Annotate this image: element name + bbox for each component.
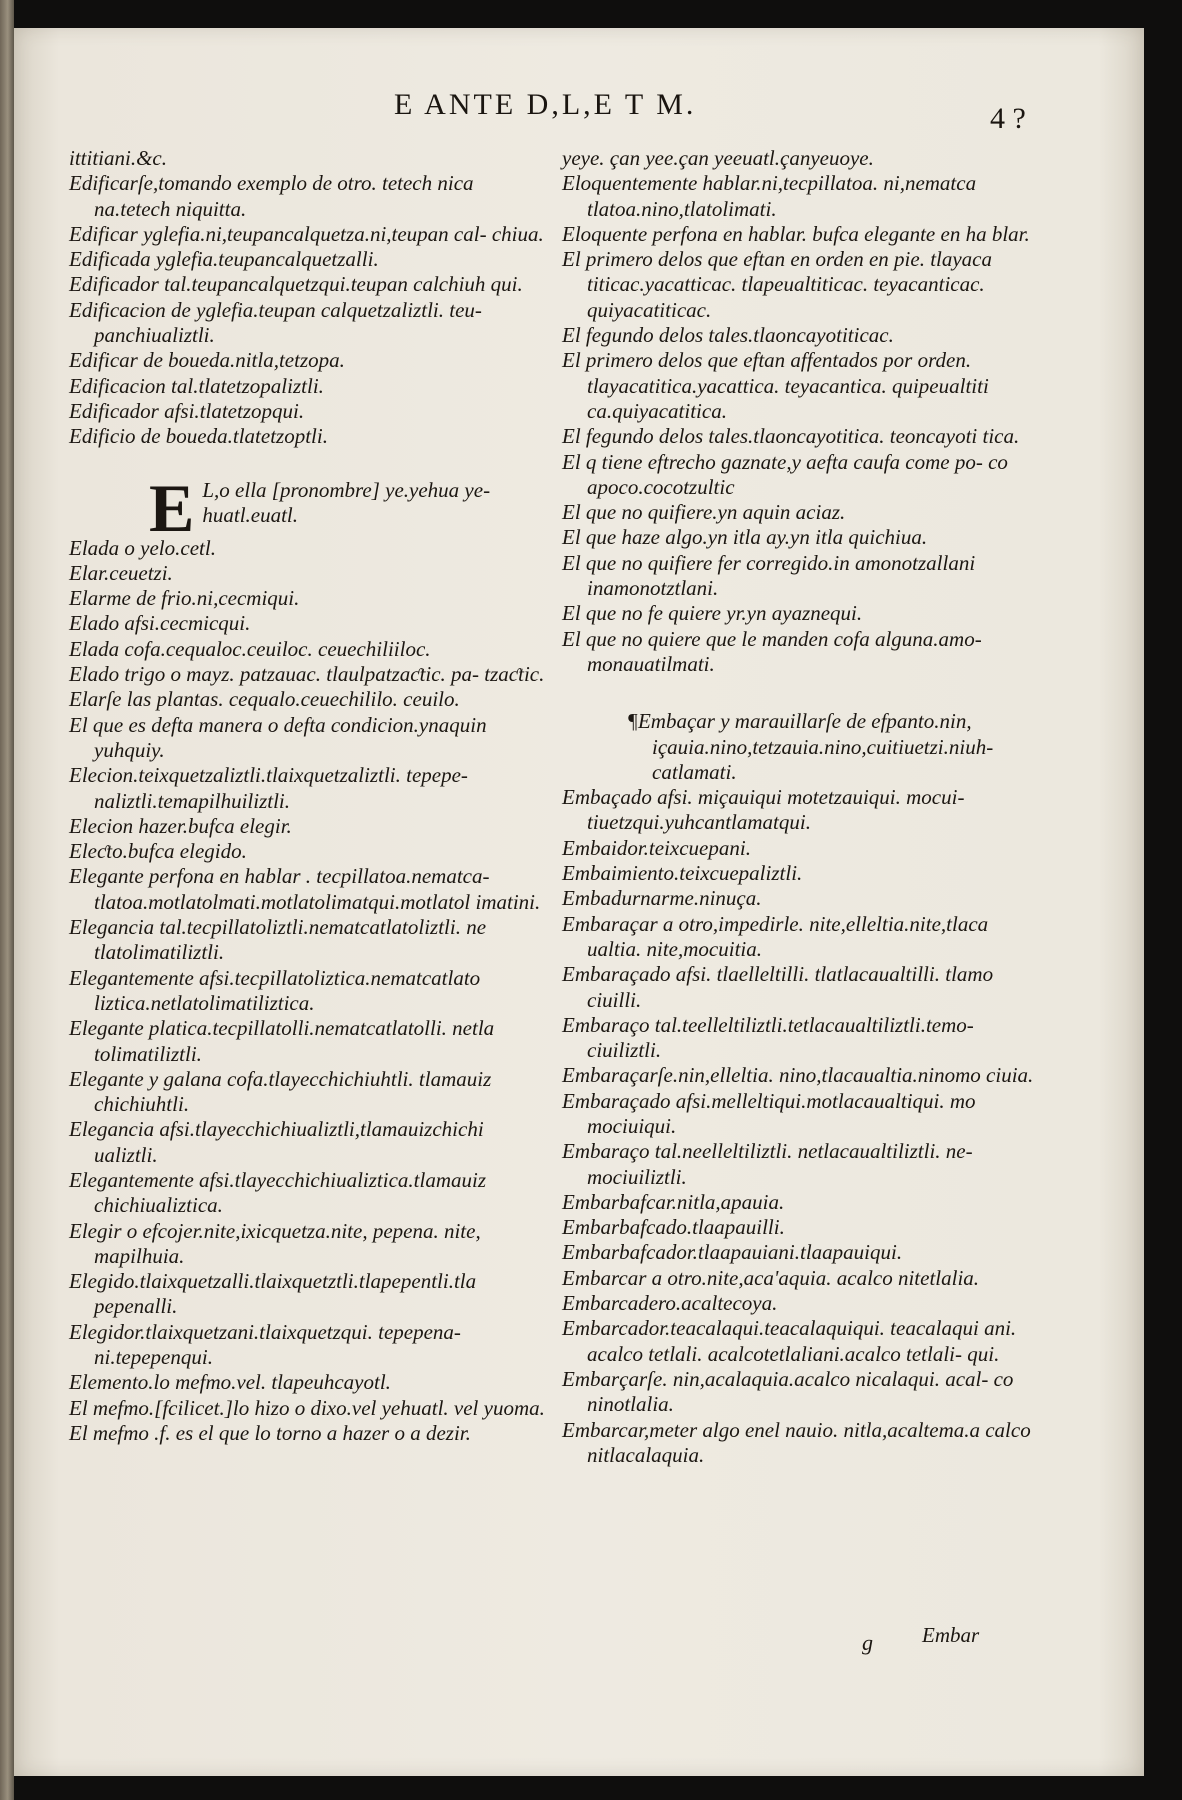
entry: Elegantemente afsi.tecpillatoliztica.nematcatlato liztica.netlatolimatiliztica. <box>69 965 481 1015</box>
entry: Elegante y galana cofa.tlayecchichiuhtli. tlamauiz chichiuhtli. <box>69 1066 492 1117</box>
entry: Elarſe las plantas. cequalo.ceuechililo. ceuilo. <box>69 687 460 712</box>
entry: Elegante perfona en hablar . tecpillatoa.nematca- tlatoa.motlatolmati.motlatolimatqui.motlatol imatini. <box>69 864 541 914</box>
entry: Edificacion de yglefia.teupan calquetzaliztli. teu- panchiualiztli. <box>69 297 482 348</box>
entry: Elegidor.tlaixquetzani.tlaixquetzqui. tepepena- ni.tepepenqui. <box>69 1319 461 1370</box>
entry: Elarme de frio.ni,cecmiqui. <box>69 586 300 611</box>
entry: Embaraçarſe.nin,elleltia. nino,tlacaualtia.ninomo ciuia. <box>562 1063 1034 1088</box>
entry: Embaraço tal.neelleltiliztli. netlacaualtiliztli. ne- mociuiliztli. <box>562 1139 973 1189</box>
entry: Edificador tal.teupancalquetzqui.teupan calchiuh qui. <box>69 272 523 297</box>
entry: Elar.ceuetzi. <box>69 560 173 585</box>
entry: Embarcar,meter algo enel nauio. nitla,acaltema.a calco nitlacalaquia. <box>562 1417 1031 1467</box>
entry: El que no quiere que le manden cofa alguna.amo- monauatilmati. <box>562 626 982 676</box>
entry: Embarcar a otro.nite,aca'aquia. acalco nitetlalia. <box>562 1265 980 1290</box>
entry: Embarcador.teacalaqui.teacalaquiqui. teacalaqui ani. acalco tetlali. acalcotetlaliani.acalco tetlali- qui. <box>562 1316 1017 1366</box>
entry: ittitiani.&c. <box>69 146 167 170</box>
entry: Embarbafcador.tlaapauiani.tlaapauiqui. <box>562 1240 903 1265</box>
entry: Elecion.teixquetzaliztli.tlaixquetzaliztli. tepepe- naliztli.temapilhuiliztli. <box>69 763 468 813</box>
entry: El que no quifiere.yn aquin aciaz. <box>562 500 846 525</box>
entry: Elegancia afsi.tlayecchichiualiztli,tlamauizchichi ualiztli. <box>69 1117 484 1167</box>
entry: Elecion hazer.bufca elegir. <box>69 813 292 838</box>
entry: El fegundo delos tales.tlaoncayotiticac. <box>562 323 894 348</box>
entry: Elegantemente afsi.tlayecchichiualiztica.tlamauiz chichiualiztica. <box>69 1167 486 1218</box>
entry: yeye. çan yee.çan yeeuatl.çanyeuoye. <box>562 146 874 170</box>
entry: Elada cofa.cequaloc.ceuiloc. ceuechiliiloc. <box>69 636 431 661</box>
entry: Edificarſe,tomando exemplo de otro. tetech nica na.tetech niquitta. <box>69 171 474 221</box>
entry: Edificador afsi.tlatetzopqui. <box>69 398 305 423</box>
entry: Embarbafcar.nitla,apauia. <box>562 1189 785 1214</box>
entry: Eleƈto.bufca elegido. <box>69 839 247 864</box>
signature-mark: g <box>862 1630 873 1655</box>
entry: Embaidor.teixcuepani. <box>562 835 751 860</box>
entry: Embaçado afsi. miçauiqui motetzauiqui. mocui- tiuetzqui.yuhcantlamatqui. <box>562 785 965 835</box>
entry: Elado afsi.cecmicqui. <box>69 611 251 636</box>
entry: El fegundo delos tales.tlaoncayotitica. teoncayoti tica. <box>562 424 1020 449</box>
entry: El q tiene eftrecho gaznate,y aefta caufa come po- co apoco.cocotzultic <box>562 449 1008 499</box>
left-column <box>69 146 549 1446</box>
entry: Edificada yglefia.teupancalquetzalli. <box>69 247 379 272</box>
entry: El que es defta manera o defta condicion.ynaquin yuhquiy. <box>69 712 487 762</box>
entry: Embadurnarme.ninuça. <box>562 886 762 911</box>
entry: El que no fe quiere yr.yn ayaznequi. <box>562 601 863 626</box>
entry: Eloquentemente hablar.ni,tecpillatoa. ni,nematca tlatoa.nino,tlatolimati. <box>562 171 977 221</box>
section-initial <box>69 469 549 546</box>
initial-entry-text: L,o ella [pronombre] ye.yehua ye- huatl.euatl. <box>202 477 491 527</box>
entry: Embaraçado afsi.melleltiqui.motlacaualtiqui. mo mociuiqui. <box>562 1088 976 1138</box>
drop-cap-letter: E <box>149 469 195 546</box>
entry: Embarçarſe. nin,acalaquia.acalco nicalaqui. acal- co ninotlalia. <box>562 1366 1014 1417</box>
catchword: Embar <box>922 1623 980 1647</box>
entry: El mefmo.[fcilicet.]lo hizo o dixo.vel yehuatl. vel yuoma. <box>69 1395 545 1420</box>
entry: Elado trigo o mayz. patzauac. tlaulpatzaƈtic. pa- tzaƈtic. <box>69 662 545 687</box>
entry: Embaraçado afsi. tlaelleltilli. tlatlacaualtilli. tlamo ciuilli. <box>562 962 994 1012</box>
entry: Edificio de boueda.tlatetzoptli. <box>69 424 328 449</box>
entry: Embarbafcado.tlaapauilli. <box>562 1215 785 1240</box>
entry: Elada o yelo.cetl. <box>69 535 216 560</box>
entry: El que no quifiere fer corregido.in amonotzallani inamonotztlani. <box>562 550 976 601</box>
entry: Eloquente perfona en hablar. bufca elegante en ha blar. <box>562 221 1030 246</box>
entry: El primero delos que eftan affentados por orden. tlayacatitica.yacattica. teyacantica. quipeualtiti ca.quiyacatitica. <box>562 348 989 423</box>
entry: Embaraçar a otro,impedirle. nite,elleltia.nite,tlaca ualtia. nite,mocuitia. <box>562 911 989 961</box>
entry: Elemento.lo mefmo.vel. tlapeuhcayotl. <box>69 1370 391 1395</box>
entry: El que haze algo.yn itla ay.yn itla quichiua. <box>562 525 928 550</box>
section-start-entry: ¶Embaçar y marauillarſe de efpanto.nin, içauia.nino,tetzauia.nino,cuitiuetzi.niuh- catlamati. <box>627 709 994 784</box>
entry: Embaimiento.teixcuepaliztli. <box>562 861 803 886</box>
entry: Elegante platica.tecpillatolli.nematcatlatolli. netla tolimatiliztli. <box>69 1016 495 1066</box>
entry: Edificar yglefia.ni,teupancalquetza.ni,teupan cal- chiua. <box>69 221 544 246</box>
folio-number: 4 ? <box>990 102 1026 135</box>
entry: El mefmo .f. es el que lo torno a hazer o a dezir. <box>69 1420 471 1445</box>
entry: Elegido.tlaixquetzalli.tlaixquetztli.tlapepentli.tla pepenalli. <box>69 1269 477 1319</box>
entry: Edificacion tal.tlatetzopaliztli. <box>69 373 324 398</box>
previous-page-edge <box>0 0 14 1800</box>
entry: Edificar de boueda.nitla,tetzopa. <box>69 348 345 373</box>
entry: El primero delos que eftan en orden en pie. tlayaca titicac.yacatticac. tlapeualtiticac. teyacanticac. quiyacatiticac. <box>562 247 993 322</box>
entry: Elegir o efcojer.nite,ixicquetza.nite, pepena. nite, mapilhuia. <box>69 1218 481 1268</box>
entry: Embarcadero.acaltecoya. <box>562 1291 778 1316</box>
entry: Embaraço tal.teelleltiliztli.tetlacaualtiliztli.temo- ciuiliztli. <box>562 1012 974 1063</box>
book-page <box>14 28 1144 1776</box>
running-title: E ANTE D,L,E T M. <box>394 88 697 121</box>
right-column <box>562 146 1042 1468</box>
entry: Elegancia tal.tecpillatoliztli.nematcatlatoliztli. ne tlatolimatiliztli. <box>69 915 487 965</box>
